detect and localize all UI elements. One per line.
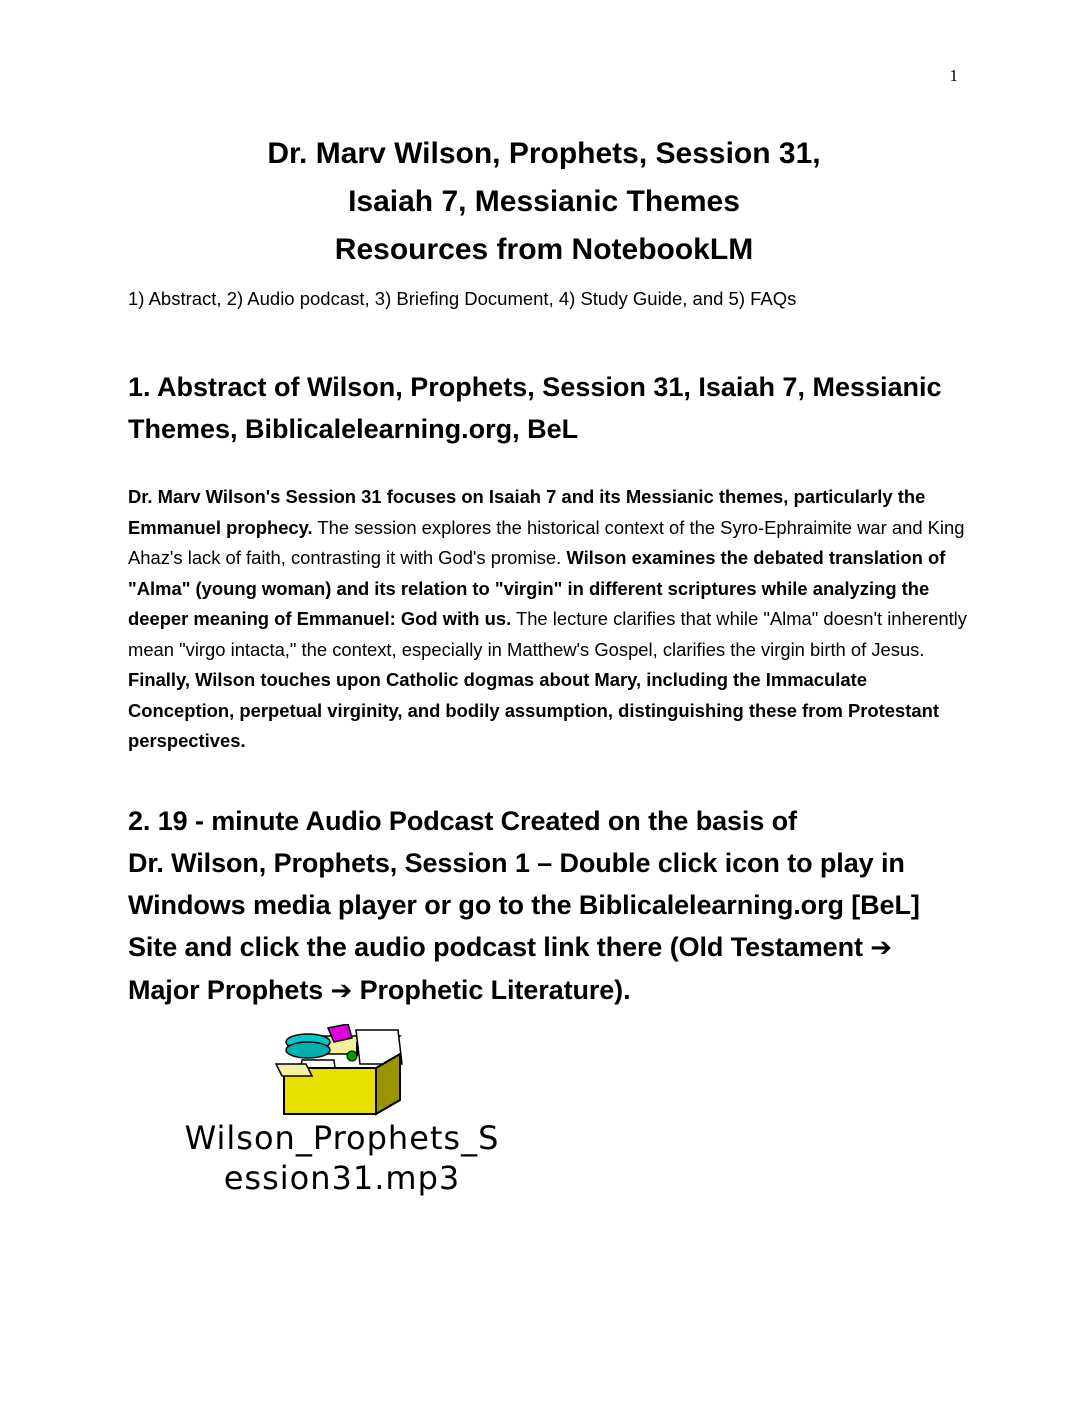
document-title [0, 130, 1088, 274]
title-line-2: Isaiah 7, Messianic Themes [348, 185, 740, 218]
abstract-bold-3: Finally, Wilson touches upon Catholic dogmas about Mary, including the Immaculate Conception, perpetual virginity, and bodily assumption, distinguishing these from Protestant perspectives. [128, 669, 939, 751]
abstract-bold-1: Dr. Marv Wilson's Session 31 focuses on Isaiah 7 and its Messianic themes, particularly the Emmanuel prophecy. [128, 486, 926, 538]
right-arrow-icon: ➔ [870, 933, 892, 963]
abstract-text-1: The session explores the historical context of the Syro-Ephraimite war and King Ahaz's lack of faith, contrasting it with God's promise. [128, 516, 965, 568]
page-number: 1 [949, 66, 958, 85]
podcast-heading-part-4: Prophetic Literature). [352, 975, 631, 1005]
podcast-heading-part-1: 2. 19 - minute Audio Podcast Created on the basis of [128, 806, 797, 836]
file-label-line-1: Wilson_Prophets_S [184, 1119, 500, 1157]
file-label-line-2: ession31.mp3 [223, 1159, 461, 1197]
podcast-heading-part-2: Dr. Wilson, Prophets, Session 1 – Double click icon to play in Windows media player or go to the Biblicalelearning.org [BeL] Site and click the audio podcast link there (Old Testament [128, 848, 920, 962]
title-line-3: Resources from NotebookLM [334, 233, 754, 266]
abstract-text-2: The lecture clarifies that while "Alma" doesn't inherently mean "virgo intacta," the context, especially in Matthew's Gospel, clarifies the virgin birth of Jesus. [128, 608, 967, 660]
media-file-label[interactable] [128, 1118, 556, 1198]
podcast-heading-part-3: Major Prophets [128, 975, 331, 1005]
abstract-bold-2: Wilson examines the debated translation of "Alma" (young woman) and its relation to "virgin" in different scriptures while analyzing the deeper meaning of Emmanuel: God with us. [128, 547, 946, 629]
abstract-heading: 1. Abstract of Wilson, Prophets, Session 31, Isaiah 7, Messianic Themes, Biblicalelearning.org, BeL [128, 372, 942, 444]
contents-list: 1) Abstract, 2) Audio podcast, 3) Briefing Document, 4) Study Guide, and 5) FAQs [128, 288, 797, 309]
podcast-heading [128, 800, 968, 1012]
title-line-1: Dr. Marv Wilson, Prophets, Session 31, [267, 137, 821, 170]
package-media-icon[interactable] [272, 1024, 412, 1120]
right-arrow-icon: ➔ [330, 976, 353, 1006]
abstract-paragraph [128, 482, 968, 757]
